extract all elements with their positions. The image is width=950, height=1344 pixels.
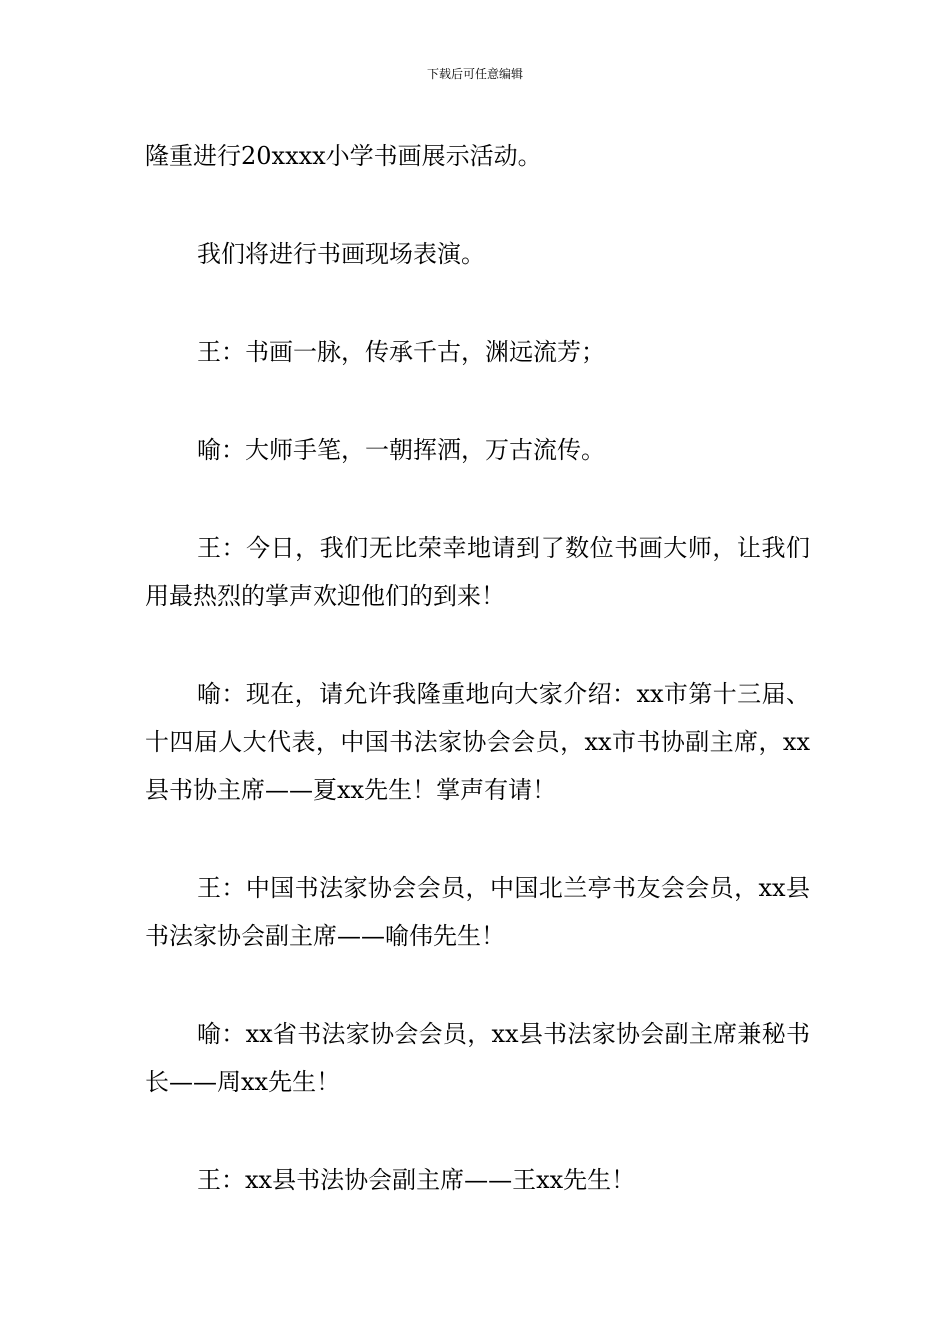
paragraph-9: 王：xx县书法协会副主席——王xx先生！	[197, 1166, 636, 1194]
page-header: 下载后可任意编辑	[426, 67, 523, 81]
paragraph-gap	[145, 1106, 810, 1156]
paragraph-gap	[145, 180, 810, 230]
paragraph-gap	[145, 960, 810, 1010]
paragraph-gap	[145, 474, 810, 524]
document-body	[145, 132, 810, 1204]
paragraph-5: 王：今日，我们无比荣幸地请到了数位书画大师，让我们用最热烈的掌声欢迎他们的到来！	[145, 534, 810, 610]
paragraph-1: 隆重进行20xxxx小学书画展示活动。	[145, 142, 542, 170]
paragraph-gap	[145, 278, 810, 328]
paragraph-2: 我们将进行书画现场表演。	[197, 240, 485, 268]
paragraph-4: 喻：大师手笔，一朝挥洒，万古流传。	[197, 436, 605, 464]
paragraph-7: 王：中国书法家协会会员，中国北兰亭书友会会员，xx县书法家协会副主席——喻伟先生！	[145, 874, 810, 950]
paragraph-6: 喻：现在，请允许我隆重地向大家介绍：xx市第十三届、十四届人大代表，中国书法家协会会员，xx市书协副主席，xx县书协主席——夏xx先生！掌声有请！	[145, 680, 810, 804]
paragraph-8: 喻：xx省书法家协会会员，xx县书法家协会副主席兼秘书长——周xx先生！	[145, 1020, 810, 1096]
paragraph-gap	[145, 814, 810, 864]
paragraph-3: 王：书画一脉，传承千古，渊远流芳；	[197, 338, 605, 366]
paragraph-gap	[145, 376, 810, 426]
paragraph-gap	[145, 620, 810, 670]
